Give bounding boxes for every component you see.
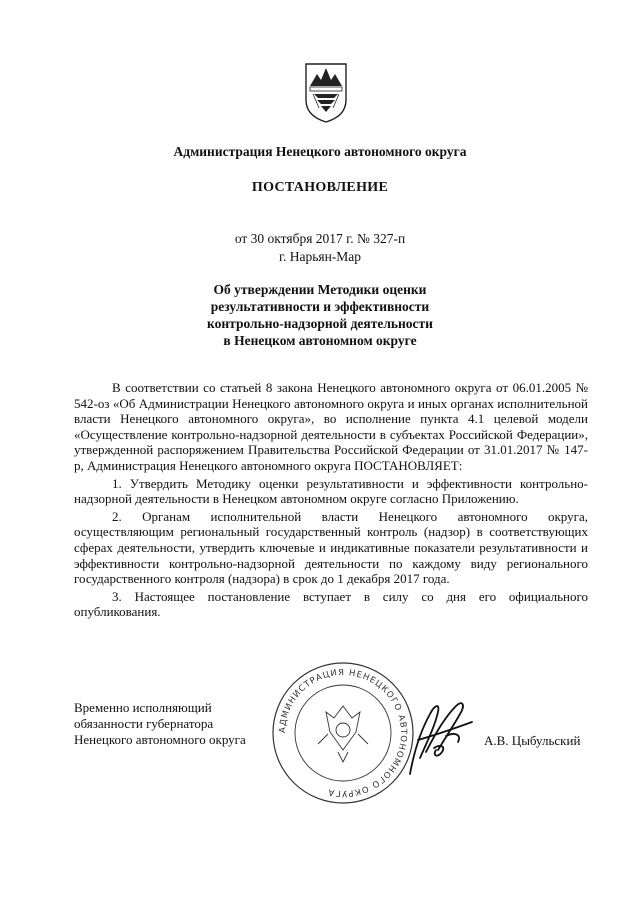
subject-line: Об утверждении Методики оценки (213, 282, 427, 297)
document-subject (0, 281, 640, 349)
signatory-position-line: Временно исполняющий (74, 700, 212, 715)
subject-line: в Ненецком автономном округе (223, 333, 417, 348)
document-body (74, 380, 588, 622)
body-paragraph: В соответствии со статьей 8 закона Ненецкого автономного округа от 06.01.2005 № 542-оз «Об Администрации Ненецкого автономного округа и иных органах исполнительной власти Ненецкого автономного округа», во исполнение пункта 4.1 целевой модели «Осуществление контрольно-надзорной деятельности в субъектах Российской Федерации», утвержденной распоряжением Правительства Российской Федерации от 31.01.2017 № 147-р, Администрация Ненецкого автономного округа ПОСТАНОВЛЯЕТ: (74, 380, 588, 473)
body-paragraph: 2. Органам исполнительной власти Ненецкого автономного округа, осуществляющим региональный государственный контроль (надзор) в соответствующих сферах деятельности, утвердить ключевые и индикативные показатели результативности и эффективности контрольно-надзорной деятельности по каждому виду регионального государственного контроля (надзора) в срок до 1 декабря 2017 года. (74, 508, 588, 587)
document-date-number: от 30 октября 2017 г. № 327-п (234, 231, 406, 246)
subject-line: контрольно-надзорной деятельности (207, 316, 433, 331)
handwritten-signature (380, 692, 480, 782)
organization-name: Администрация Ненецкого автономного округа (173, 144, 467, 159)
signatory-position-line: Ненецкого автономного округа (74, 732, 246, 747)
document-place: г. Нарьян-Мар (278, 249, 362, 264)
body-paragraph: 3. Настоящее постановление вступает в силу со дня его официального опубликования. (74, 588, 588, 620)
signatory-position (74, 700, 246, 748)
seal-text: АДМИНИСТРАЦИЯ НЕНЕЦКОГО АВТОНОМНОГО ОКРУГА (277, 667, 409, 799)
body-paragraph: 1. Утвердить Методику оценки результативности и эффективности контрольно-надзорной деятельности в Ненецком автономном округе согласно Приложению. (74, 475, 588, 507)
document-type: ПОСТАНОВЛЕНИЕ (251, 180, 389, 195)
coat-of-arms-emblem (301, 60, 351, 124)
subject-line: результативности и эффективности (210, 299, 430, 314)
signatory-position-line: обязанности губернатора (74, 716, 214, 731)
signatory-name: А.В. Цыбульский (484, 733, 581, 748)
